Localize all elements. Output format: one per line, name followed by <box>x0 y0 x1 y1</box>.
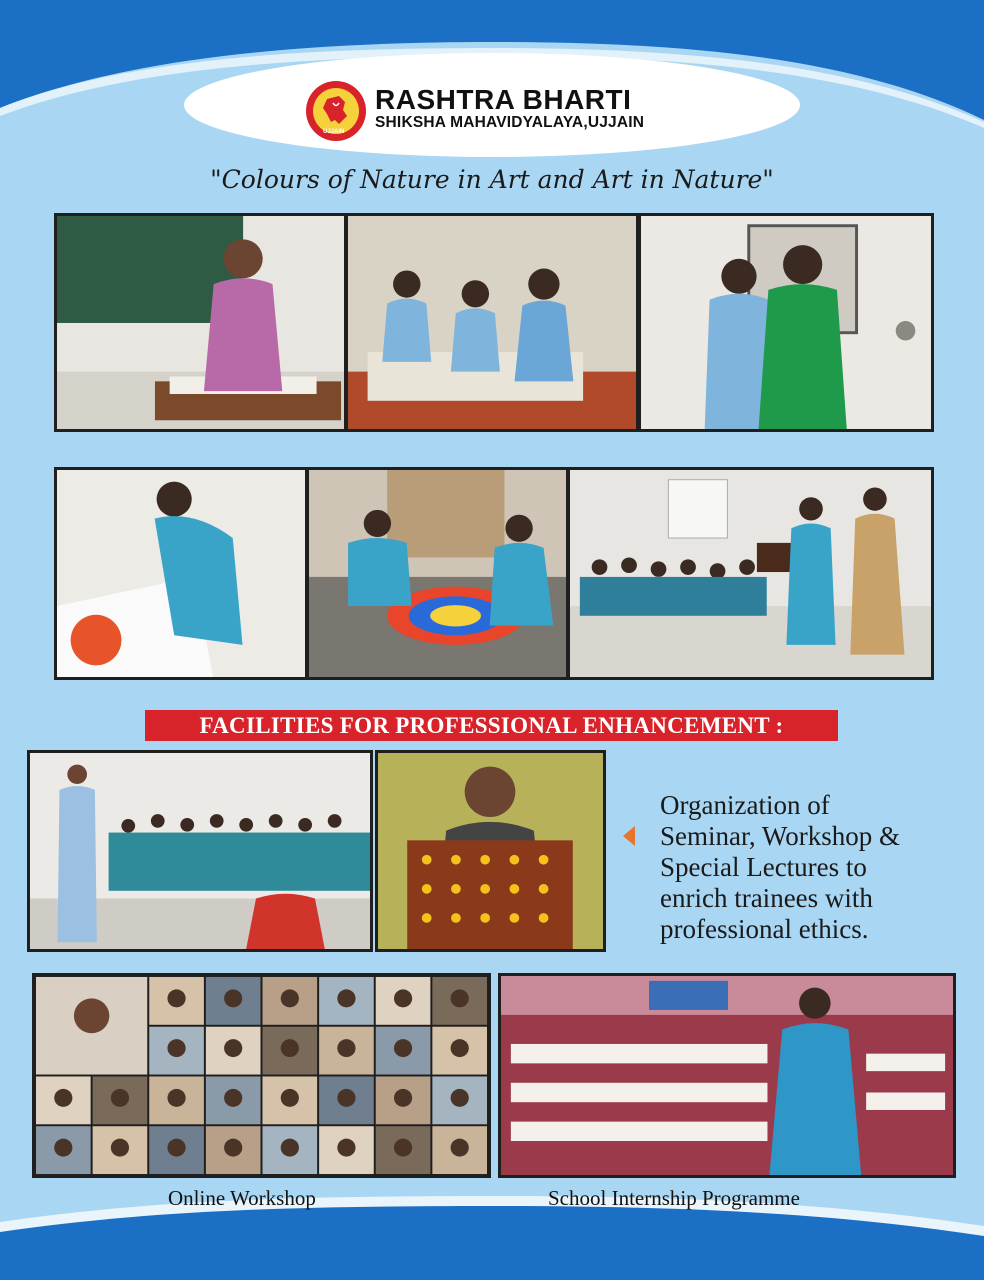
photo-student-painting <box>54 467 308 680</box>
photo-music-session <box>567 467 934 680</box>
photo-teacher-clay-modelling <box>54 213 347 432</box>
section-title: "Colours of Nature in Art and Art in Nature" <box>210 165 774 194</box>
photo-rangoli <box>306 467 569 680</box>
photo-students-clay-work <box>345 213 639 432</box>
organization-line: Seminar, Workshop & <box>660 821 900 851</box>
photo-ganesha-idols <box>638 213 934 432</box>
photo-seminar-audience <box>27 750 373 952</box>
organization-line: professional ethics. <box>660 914 869 944</box>
photo-school-internship <box>498 973 956 1178</box>
organization-line: Special Lectures to <box>660 852 867 882</box>
college-subtitle: SHIKSHA MAHAVIDYALAYA,UJJAIN <box>375 114 645 131</box>
caption-internship: School Internship Programme <box>548 1186 800 1210</box>
organization-description <box>660 790 960 945</box>
seal-text: UJJAIN <box>323 129 345 135</box>
photo-online-workshop-grid <box>32 973 491 1178</box>
organization-line: Organization of <box>660 790 830 820</box>
organization-line: enrich trainees with <box>660 883 873 913</box>
college-name: RASHTRA BHARTI <box>375 84 632 115</box>
facilities-heading: FACILITIES FOR PROFESSIONAL ENHANCEMENT : <box>145 710 838 741</box>
arrow-left-icon <box>623 826 635 846</box>
photo-special-lecture <box>375 750 606 952</box>
caption-online-workshop: Online Workshop <box>168 1186 316 1210</box>
